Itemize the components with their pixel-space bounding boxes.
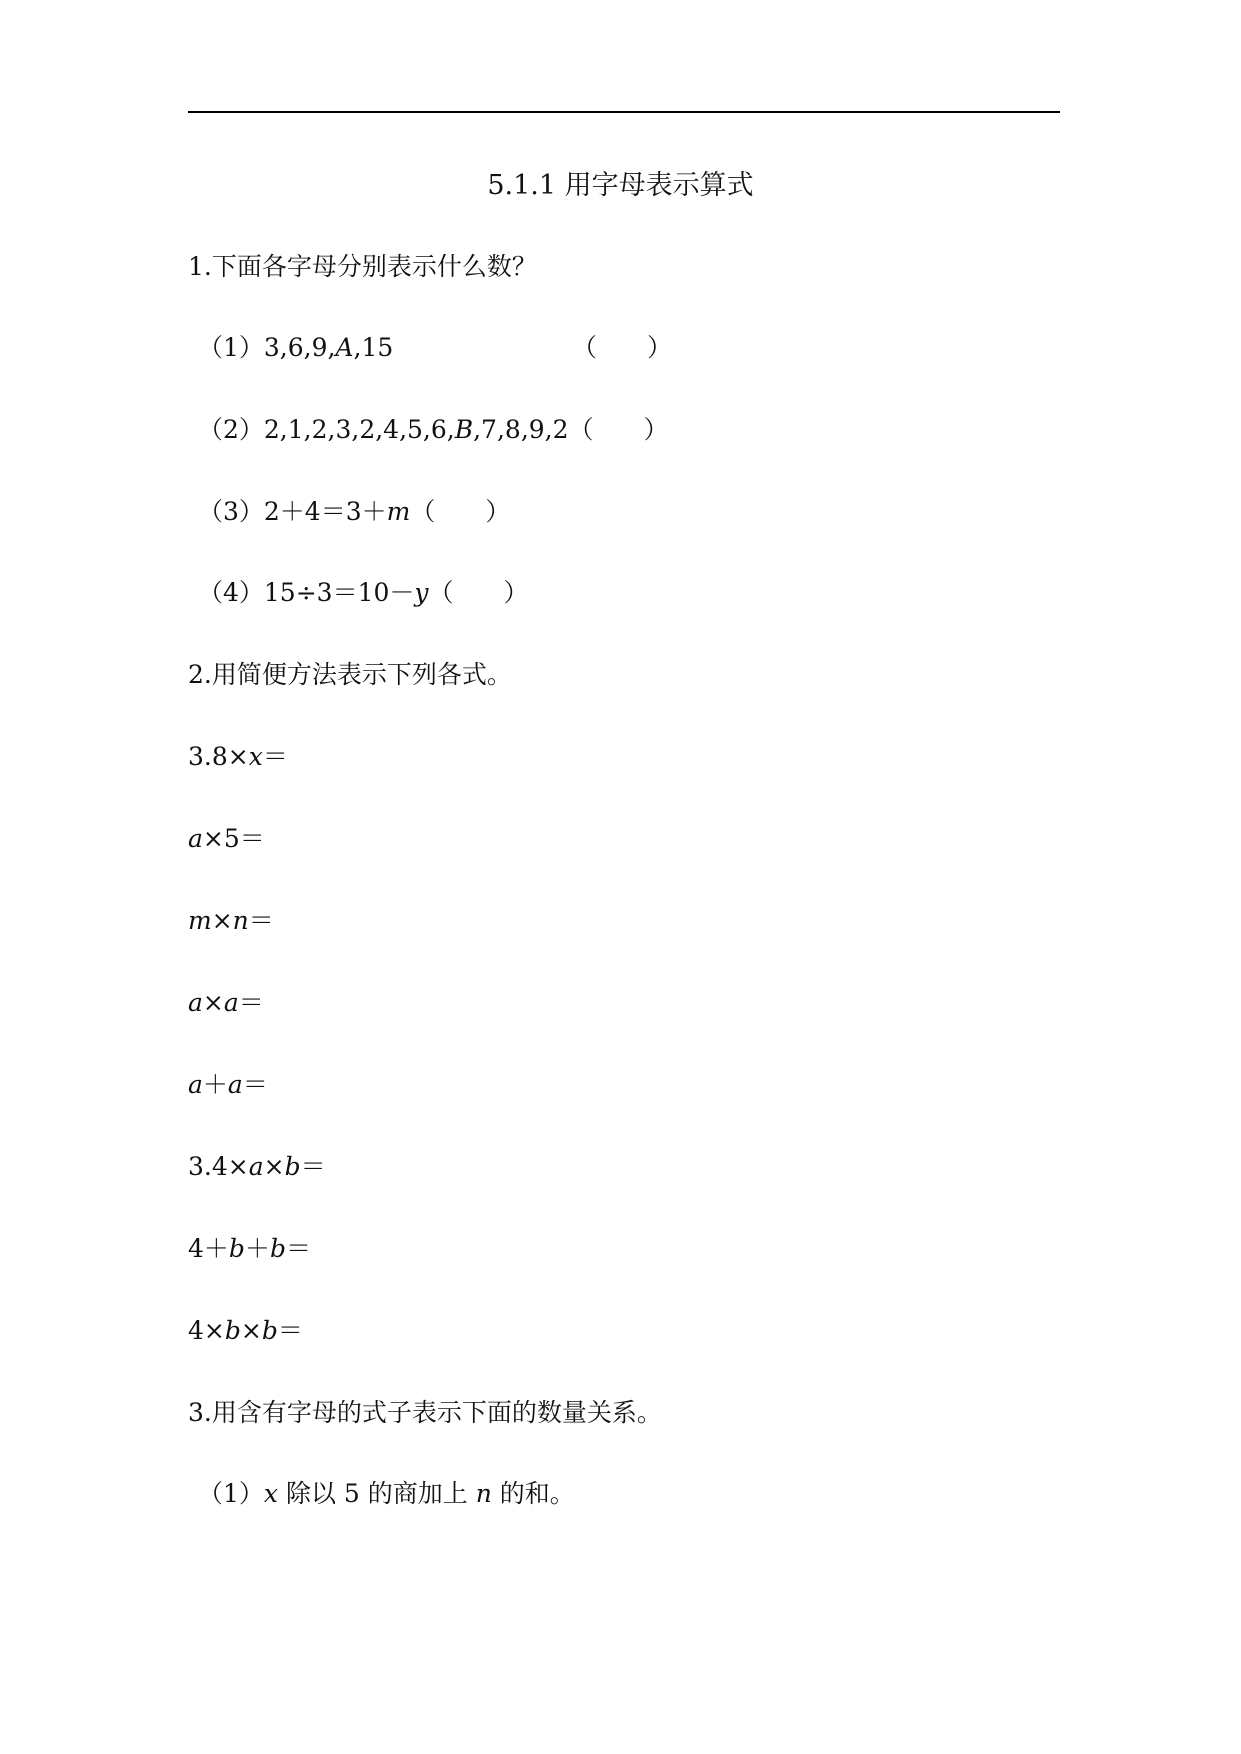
- expr-text: ×: [240, 1316, 262, 1345]
- expr-variable: b: [284, 1152, 301, 1181]
- question-1-item-1: [198, 331, 393, 365]
- expression-3: [188, 904, 274, 938]
- expression-1: [188, 740, 288, 774]
- expr-text: ＝: [285, 1234, 311, 1263]
- expr-variable: a: [188, 824, 203, 853]
- question-1-item-3: [198, 495, 510, 529]
- expr-variable: b: [224, 1316, 241, 1345]
- expression-2: [188, 822, 265, 856]
- answer-blank[interactable]: （ ）: [410, 497, 511, 526]
- expr-text: ×5＝: [202, 824, 265, 853]
- item-variable: m: [386, 497, 411, 526]
- expr-text: ＝: [248, 906, 274, 935]
- expr-variable: n: [232, 906, 249, 935]
- header-rule: [188, 111, 1060, 113]
- expr-text: ＋: [202, 1070, 228, 1099]
- expression-4: [188, 986, 264, 1020]
- expr-variable: b: [269, 1234, 286, 1263]
- expr-variable: x: [248, 742, 263, 771]
- expr-text: ×: [211, 906, 233, 935]
- expr-variable: a: [223, 988, 239, 1017]
- expr-text: ＋: [244, 1234, 270, 1263]
- item-sequence-end: ,7,8,9,2: [473, 415, 569, 444]
- answer-blank[interactable]: （ ）: [428, 578, 529, 607]
- item-sequence-end: ,15: [353, 333, 394, 362]
- expr-variable: a: [188, 1070, 203, 1099]
- question-3-heading: 3.用含有字母的式子表示下面的数量关系。: [188, 1398, 662, 1427]
- item-text: 除以 5 的商加上: [278, 1479, 476, 1508]
- item-number: （3）: [198, 497, 264, 526]
- expr-text: 4＋: [188, 1234, 229, 1263]
- expr-variable: m: [188, 906, 212, 935]
- item-sequence: 3,6,9,: [263, 333, 336, 362]
- item-variable: B: [454, 415, 474, 444]
- item-number: （1）: [198, 333, 264, 362]
- expression-6: [188, 1150, 326, 1184]
- expression-5: [188, 1068, 268, 1102]
- item-variable: A: [335, 333, 354, 362]
- item-variable: x: [263, 1479, 279, 1508]
- expr-variable: a: [248, 1152, 264, 1181]
- answer-blank[interactable]: （ ）: [568, 415, 669, 444]
- question-1-item-4: [198, 576, 529, 610]
- expr-text: ×: [202, 988, 224, 1017]
- expr-variable: b: [228, 1234, 245, 1263]
- expression-8: [188, 1314, 303, 1348]
- expr-text: ＝: [238, 988, 264, 1017]
- expr-variable: a: [188, 988, 203, 1017]
- item-number: （4）: [198, 578, 264, 607]
- expression-7: [188, 1232, 311, 1266]
- question-1-heading: 1.下面各字母分别表示什么数？: [188, 252, 537, 281]
- item-number: （2）: [198, 415, 264, 444]
- item-sequence: 2,1,2,3,2,4,5,6,: [263, 415, 455, 444]
- item-equation: 2＋4＝3＋: [263, 497, 387, 526]
- expr-text: ＝: [300, 1152, 326, 1181]
- expr-variable: b: [261, 1316, 278, 1345]
- question-2-heading: 2.用简便方法表示下列各式。: [188, 660, 512, 689]
- expr-text: 3.4×: [188, 1152, 249, 1181]
- question-1-item-2: [198, 413, 669, 447]
- expr-text: ×: [263, 1152, 285, 1181]
- item-variable: y: [414, 578, 429, 607]
- item-number: （1）: [198, 1479, 264, 1508]
- question-1-item-1-answer-blank[interactable]: （ ）: [572, 333, 673, 362]
- item-equation: 15÷3＝10－: [263, 578, 415, 607]
- expr-text: 3.8×: [188, 742, 249, 771]
- question-3-item-1: [198, 1477, 575, 1511]
- expr-text: 4×: [188, 1316, 225, 1345]
- page-title: 5.1.1 用字母表示算式: [487, 170, 754, 201]
- item-text: 的和。: [491, 1479, 575, 1508]
- expr-text: ＝: [277, 1316, 303, 1345]
- expr-text: ＝: [262, 742, 288, 771]
- expr-variable: a: [227, 1070, 243, 1099]
- item-variable: n: [475, 1479, 492, 1508]
- expr-text: ＝: [242, 1070, 268, 1099]
